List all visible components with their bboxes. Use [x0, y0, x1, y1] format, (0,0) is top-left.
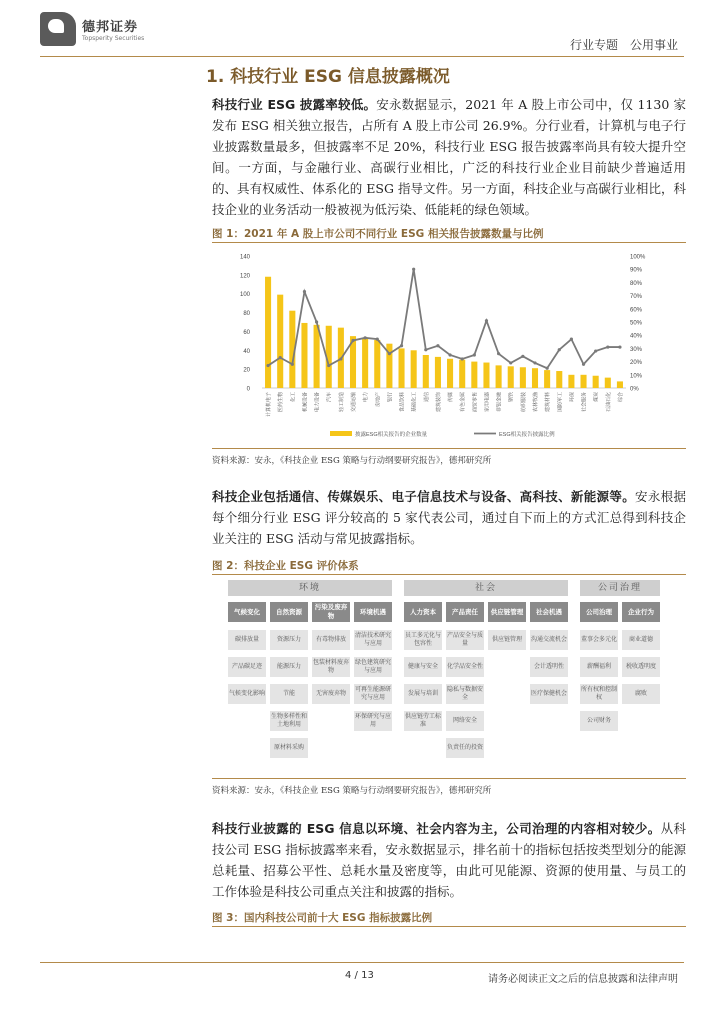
- esg-subcategory: 自然资源: [270, 602, 308, 622]
- x-tick-label: 综合: [617, 392, 624, 403]
- x-tick-label: 通信: [423, 392, 430, 403]
- x-tick-label: 钢铁: [508, 392, 515, 403]
- line-point: [339, 357, 342, 360]
- esg-indicator: 负责任的投资: [446, 738, 484, 758]
- bar: [544, 370, 550, 388]
- esg-indicator: 供应链管理: [488, 630, 526, 650]
- line-point: [448, 353, 451, 356]
- paragraph-3-lead: 科技行业披露的 ESG 信息以环境、社会内容为主，公司治理的内容相对较少。: [212, 821, 661, 836]
- bar: [568, 375, 574, 388]
- y-left-tick-label: 20: [243, 367, 250, 374]
- esg-subcategory: 产品责任: [446, 602, 484, 622]
- figure-1-top-rule: [212, 242, 686, 243]
- esg-indicator: 资源压力: [270, 630, 308, 650]
- line-point: [364, 336, 367, 339]
- bar: [423, 355, 429, 388]
- y-right-tick-label: 100%: [630, 254, 646, 261]
- footer-divider: [40, 962, 684, 963]
- esg-indicator: 产品安全与质量: [446, 630, 484, 650]
- y-right-tick-label: 20%: [630, 360, 643, 367]
- paragraph-1-body: 安永数据显示，2021 年 A 股上市公司中，仅 1130 家发布 ESG 相关独立报告，占所有 A 股上市公司 26.9%。分行业看，计算机与电子行业披露数量最多，但披露率不足 20%，科技行业 ESG 报告披露率尚具有较大提升空间。一方面，与金融行业、高碳行业相比，广泛的科技行业企业目前缺少普遍适用的、具有权威性、体系化的 ESG 指导文件。另一方面，科技企业与高碳行业相比，科技企业的业务活动一般被视为低污染、低能耗的绿色领域。: [212, 97, 686, 217]
- bar: [532, 368, 538, 388]
- legend-bar-label: 披露ESG相关报告的企业数量: [355, 432, 428, 438]
- y-right-tick-label: 40%: [630, 333, 643, 340]
- y-left-tick-label: 100: [239, 292, 250, 299]
- x-tick-label: 交通运输: [351, 392, 357, 413]
- esg-indicator: 供应链劳工标准: [404, 711, 442, 731]
- bar: [459, 360, 465, 388]
- x-tick-label: 轻工制造: [338, 392, 345, 413]
- line-point: [376, 338, 379, 341]
- line-point: [558, 348, 561, 351]
- line-point: [485, 319, 488, 322]
- esg-indicator: 公司财务: [580, 711, 618, 731]
- x-tick-label: 银行: [387, 392, 394, 403]
- line-point: [279, 356, 282, 359]
- bar: [617, 381, 623, 388]
- figure-2-top-rule: [212, 574, 686, 575]
- line-point: [266, 364, 269, 367]
- esg-subcategory: 公司治理: [580, 602, 618, 622]
- x-tick-label: 商贸零售: [472, 392, 479, 413]
- esg-subcategory: 社会机遇: [530, 602, 568, 622]
- line-point: [509, 361, 512, 364]
- esg-indicator: 会计透明性: [530, 657, 568, 677]
- esg-category-header: 社会: [404, 580, 568, 596]
- x-tick-label: 房地产: [375, 392, 382, 408]
- esg-indicator: 节能: [270, 684, 308, 704]
- x-tick-label: 医药生物: [278, 392, 285, 413]
- esg-indicator: 沟通交流机会: [530, 630, 568, 650]
- y-left-tick-label: 0: [246, 386, 250, 393]
- line-point: [351, 339, 354, 342]
- esg-indicator: 健康与安全: [404, 657, 442, 677]
- paragraph-3-body: 从科技公司 ESG 指标披露率来看，安永数据显示，排名前十的指标包括按类型划分的能源总耗量、招募公平性、总耗水量及密度等，由此可见能源、资源的使用量、与员工的工作体验是科技公司重点关注和披露的指标。: [212, 821, 686, 899]
- line-series: [268, 269, 620, 368]
- x-tick-label: 家用电器: [484, 392, 491, 413]
- esg-subcategory: 环境机遇: [354, 602, 392, 622]
- bar: [483, 363, 489, 388]
- figure-1-title: 图 1：2021 年 A 股上市公司不同行业 ESG 相关报告披露数量与比例: [212, 228, 544, 240]
- figure-2-bottom-rule: [212, 778, 686, 779]
- y-left-tick-label: 60: [243, 329, 250, 336]
- bar: [471, 362, 477, 388]
- section-title: 1. 科技行业 ESG 信息披露概况: [206, 67, 450, 87]
- x-tick-label: 农林牧渔: [533, 392, 539, 413]
- y-right-tick-label: 50%: [630, 320, 643, 327]
- legend-bar-swatch: [330, 431, 352, 436]
- y-right-tick-label: 0%: [630, 386, 639, 393]
- bar: [362, 338, 368, 388]
- line-point: [461, 357, 464, 360]
- paragraph-1: [212, 94, 686, 220]
- paragraph-2: [212, 486, 686, 549]
- figure-1-source: 资料来源：安永，《科技企业 ESG 策略与行动纲要研究报告》，德邦研究所: [212, 456, 492, 466]
- esg-indicator: 隐私与数据安全: [446, 684, 484, 704]
- line-point: [606, 345, 609, 348]
- y-right-tick-label: 10%: [630, 373, 643, 380]
- esg-indicator: 气候变化影响: [228, 684, 266, 704]
- bar: [399, 348, 405, 388]
- bar: [277, 295, 283, 388]
- logo-name-cn: 德邦证券: [82, 20, 139, 35]
- bar: [301, 323, 307, 388]
- legend-line-label: ESG相关报告披露比例: [499, 432, 555, 438]
- x-tick-label: 电力设备: [314, 392, 321, 413]
- line-point: [315, 320, 318, 323]
- esg-indicator: 原材料采购: [270, 738, 308, 758]
- x-tick-label: 化工: [290, 392, 297, 403]
- x-tick-label: 计算机电子: [266, 392, 273, 418]
- esg-indicator: 董事会多元化: [580, 630, 618, 650]
- line-point: [473, 353, 476, 356]
- bar: [605, 378, 611, 388]
- esg-indicator: 生物多样性和土地利用: [270, 711, 308, 731]
- line-point: [546, 367, 549, 370]
- x-tick-label: 有色金属: [460, 392, 467, 413]
- bar: [520, 367, 526, 388]
- header-divider: [40, 56, 684, 57]
- y-left-tick-label: 80: [243, 311, 250, 318]
- line-point: [412, 268, 415, 271]
- esg-indicator: 碳排放量: [228, 630, 266, 650]
- line-point: [497, 352, 500, 355]
- esg-category-header: 公司治理: [580, 580, 660, 596]
- esg-framework-diagram: [228, 580, 684, 768]
- x-tick-label: 传媒: [448, 392, 455, 403]
- x-tick-label: 食品饮料: [399, 392, 406, 413]
- esg-subcategory: 企业行为: [622, 602, 660, 622]
- paragraph-2-lead: 科技企业包括通信、传媒娱乐、电子信息技术与设备、高科技、新能源等。: [212, 489, 636, 504]
- company-logo: [40, 12, 144, 46]
- line-point: [521, 355, 524, 358]
- bar: [496, 365, 502, 388]
- y-left-tick-label: 140: [239, 254, 250, 261]
- line-point: [618, 345, 621, 348]
- x-tick-label: 煤炭: [593, 392, 600, 403]
- x-tick-label: 社会服务: [581, 392, 588, 413]
- report-category: 行业专题 公用事业: [569, 38, 678, 52]
- esg-subcategory: 人力资本: [404, 602, 442, 622]
- x-tick-label: 石油石化: [605, 392, 612, 413]
- bar: [314, 325, 320, 388]
- x-tick-label: 国防军工: [557, 392, 564, 413]
- esg-indicator: 清洁技术研究与应用: [354, 630, 392, 650]
- esg-indicator: 商业道德: [622, 630, 660, 650]
- esg-indicator: 可再生能源研究与应用: [354, 684, 392, 704]
- figure-2-source: 资料来源：安永，《科技企业 ESG 策略与行动纲要研究报告》，德邦研究所: [212, 786, 492, 796]
- esg-indicator: 能源压力: [270, 657, 308, 677]
- line-point: [436, 344, 439, 347]
- x-tick-label: 机械设备: [302, 392, 309, 413]
- esg-indicator: 网络安全: [446, 711, 484, 731]
- esg-indicator: 绿色建筑研究与应用: [354, 657, 392, 677]
- y-right-tick-label: 90%: [630, 267, 643, 274]
- y-left-tick-label: 120: [239, 273, 250, 280]
- x-tick-label: 汽车: [326, 392, 333, 403]
- bar: [374, 340, 380, 388]
- bar: [447, 359, 453, 388]
- esg-indicator: 腐败: [622, 684, 660, 704]
- figure-3-title: 图 3：国内科技公司前十大 ESG 指标披露比例: [212, 912, 433, 924]
- x-tick-label: 建筑装饰: [435, 392, 442, 413]
- line-point: [388, 352, 391, 355]
- esg-indicator: 医疗保健机会: [530, 684, 568, 704]
- line-point: [424, 348, 427, 351]
- bar: [581, 375, 587, 388]
- line-point: [582, 363, 585, 366]
- figure-1-chart: [212, 246, 686, 444]
- line-point: [291, 363, 294, 366]
- y-left-tick-label: 40: [243, 348, 250, 355]
- bar: [435, 357, 441, 388]
- y-right-tick-label: 30%: [630, 346, 643, 353]
- x-tick-label: 电力: [363, 392, 370, 403]
- x-tick-label: 建筑材料: [545, 392, 552, 413]
- x-tick-label: 非银金融: [496, 392, 503, 413]
- esg-indicator: 产品碳足迹: [228, 657, 266, 677]
- bar: [265, 277, 271, 388]
- line-point: [400, 344, 403, 347]
- paragraph-3: [212, 818, 686, 902]
- esg-indicator: 环保研究与应用: [354, 711, 392, 731]
- esg-subcategory: 气候变化: [228, 602, 266, 622]
- esg-indicator: 员工多元化与包容性: [404, 630, 442, 650]
- esg-subcategory: 污染及废弃物: [312, 602, 350, 622]
- line-point: [594, 349, 597, 352]
- esg-indicator: 所有权和控制权: [580, 684, 618, 704]
- bar: [508, 366, 514, 388]
- disclaimer-note: 请务必阅读正文之后的信息披露和法律声明: [488, 974, 678, 985]
- logo-icon: [40, 12, 76, 46]
- logo-name-en: Topsperity Securities: [82, 35, 145, 42]
- esg-indicator: 发展与培训: [404, 684, 442, 704]
- figure-2-title: 图 2：科技企业 ESG 评价体系: [212, 560, 359, 572]
- esg-indicator: 化学品安全性: [446, 657, 484, 677]
- line-point: [327, 364, 330, 367]
- esg-indicator: 包装材料废弃物: [312, 657, 350, 677]
- x-tick-label: 基础化工: [411, 392, 418, 413]
- esg-indicator: 税收透明度: [622, 657, 660, 677]
- figure-1-bottom-rule: [212, 448, 686, 449]
- line-point: [570, 338, 573, 341]
- esg-indicator: 薪酬福利: [580, 657, 618, 677]
- line-point: [533, 361, 536, 364]
- esg-indicator: 有毒物排放: [312, 630, 350, 650]
- paragraph-1-lead: 科技行业 ESG 披露率较低。: [212, 97, 377, 112]
- bar: [593, 376, 599, 388]
- x-tick-label: 纺织服装: [520, 392, 527, 413]
- esg-indicator: 无害废弃物: [312, 684, 350, 704]
- y-right-tick-label: 60%: [630, 307, 643, 314]
- figure-3-top-rule: [212, 926, 686, 927]
- bar: [556, 371, 562, 388]
- y-right-tick-label: 80%: [630, 280, 643, 287]
- esg-subcategory: 供应链管理: [488, 602, 526, 622]
- esg-category-header: 环境: [228, 580, 392, 596]
- line-point: [303, 290, 306, 293]
- paragraph-2-body: 安永根据每个细分行业 ESG 评分较高的 5 家代表公司，通过自下而上的方式汇总得到科技企业关注的 ESG 活动与常见披露指标。: [212, 489, 686, 546]
- page-number: 4 / 13: [345, 970, 374, 981]
- y-right-tick-label: 70%: [630, 294, 643, 301]
- x-tick-label: 环保: [569, 392, 576, 403]
- bar: [411, 350, 417, 388]
